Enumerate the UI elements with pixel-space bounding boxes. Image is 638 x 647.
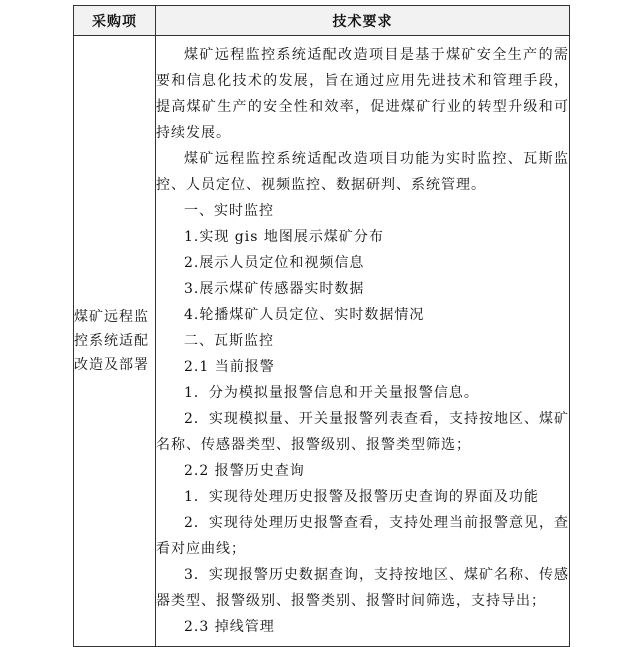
requirement-paragraph: 煤矿远程监控系统适配改造项目功能为实时监控、瓦斯监控、人员定位、视频监控、数据研判、系统管理。 xyxy=(156,151,569,193)
requirement-list-item: 2.展示人员定位和视频信息 xyxy=(184,255,365,271)
requirements-cell xyxy=(156,36,570,647)
header-procurement-item: 采购项 xyxy=(74,6,156,36)
requirement-list-item: 1．实现待处理历史报警及报警历史查询的界面及功能 xyxy=(184,489,539,505)
header-technical-requirements: 技术要求 xyxy=(156,6,570,36)
requirement-list-item: 2．实现待处理历史报警查看，支持处理当前报警意见，查看对应曲线； xyxy=(156,515,569,557)
subsection-heading: 2.1 当前报警 xyxy=(184,359,275,375)
table-row xyxy=(74,36,570,647)
procurement-item-cell: 煤矿远程监控系统适配改造及部署 xyxy=(74,36,156,647)
section-heading: 一、实时监控 xyxy=(184,203,274,219)
requirement-list-item: 2．实现模拟量、开关量报警列表查看，支持按地区、煤矿名称、传感器类型、报警级别、报警类型筛选； xyxy=(156,411,569,453)
requirement-list-item: 4.轮播煤矿人员定位、实时数据情况 xyxy=(184,307,425,323)
requirement-paragraph: 煤矿远程监控系统适配改造项目是基于煤矿安全生产的需要和信息化技术的发展，旨在通过应用先进技术和管理手段，提高煤矿生产的安全性和效率，促进煤矿行业的转型升级和可持续发展。 xyxy=(156,47,569,141)
requirement-list-item: 3．实现报警历史数据查询，支持按地区、煤矿名称、传感器类型、报警级别、报警类别、报警时间筛选，支持导出； xyxy=(156,567,569,609)
subsection-heading: 2.2 报警历史查询 xyxy=(184,463,305,479)
table-header-row xyxy=(74,6,570,36)
subsection-heading: 2.3 掉线管理 xyxy=(184,619,275,635)
requirement-list-item: 1.实现 gis 地图展示煤矿分布 xyxy=(184,229,384,245)
section-heading: 二、瓦斯监控 xyxy=(184,333,274,349)
requirement-list-item: 1．分为模拟量报警信息和开关量报警信息。 xyxy=(184,385,479,401)
requirement-list-item: 3.展示煤矿传感器实时数据 xyxy=(184,281,365,297)
procurement-spec-table xyxy=(73,5,570,647)
